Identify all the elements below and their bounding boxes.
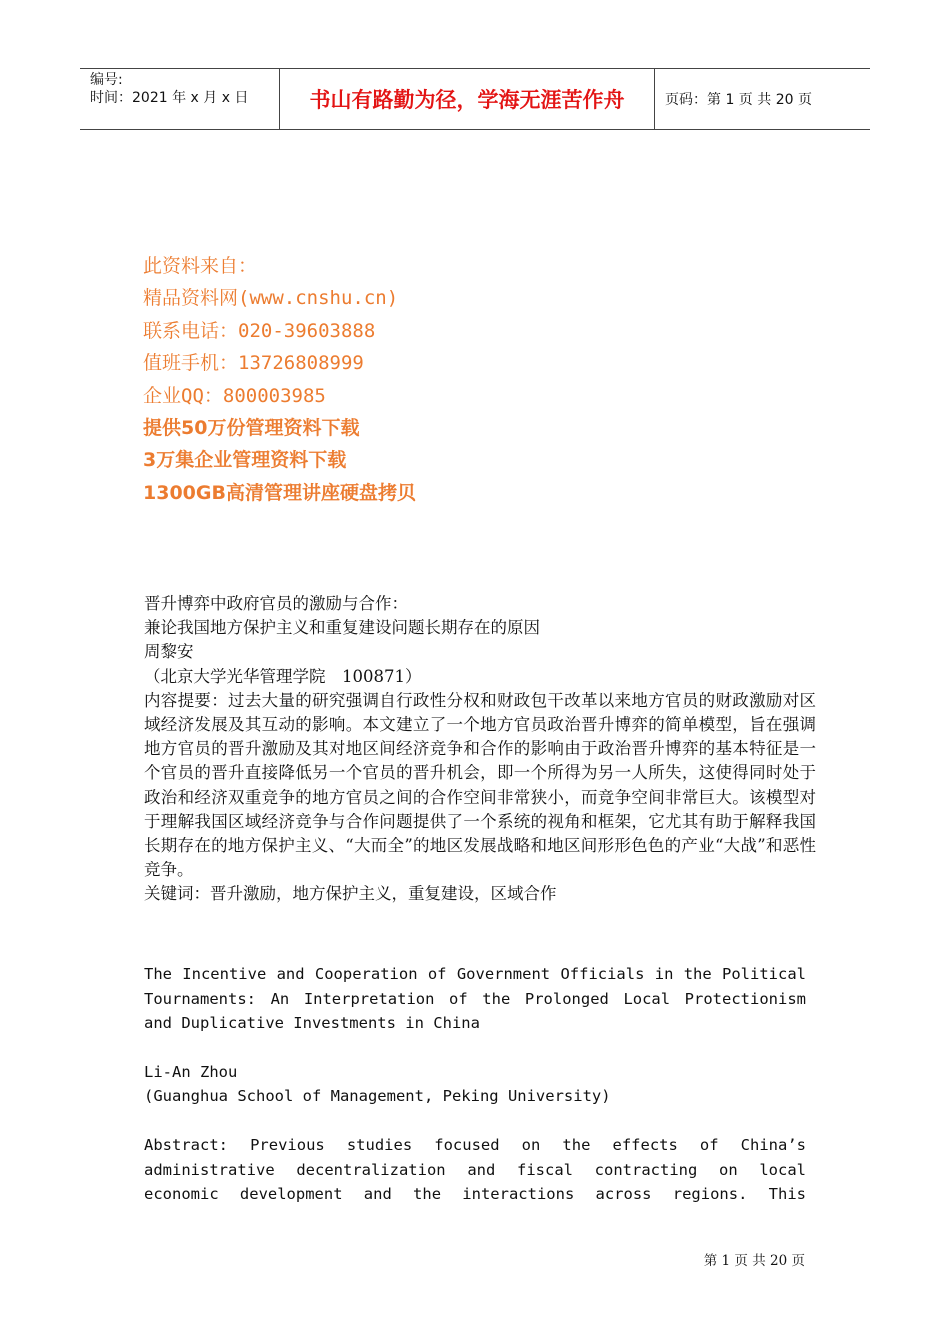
en-affiliation: (Guanghua School of Management, Peking University) <box>144 1087 611 1106</box>
cn-title-line1: 晋升博弈中政府官员的激励与合作： <box>144 594 408 613</box>
ad-line: 3万集企业管理资料下载 <box>143 449 347 472</box>
article-en <box>144 962 806 1207</box>
footer-page-label: 第 1 页 共 20 页 <box>703 1253 805 1269</box>
motto: 书山有路勤为径，学海无涯苦作舟 <box>280 69 655 129</box>
ad-block <box>143 250 416 509</box>
cn-title-line2: 兼论我国地方保护主义和重复建设问题长期存在的原因 <box>144 618 540 638</box>
cn-author: 周黎安 <box>144 642 194 662</box>
header-info-cell <box>80 69 280 129</box>
en-title: The Incentive and Cooperation of Government Officials in the Political Tournaments: An Interpretation of the Prolonged Local Protectionism and Duplicative Investments in China <box>144 965 806 1033</box>
en-abstract: Abstract: Previous studies focused on the effects of China’s administrative decentralization and fiscal contracting on local economic development and the interactions across regions. This <box>144 1135 806 1204</box>
ad-line: 联系电话：020-39603888 <box>143 319 376 342</box>
ad-line: 精品资料网(www.cnshu.cn) <box>143 287 399 310</box>
header-table <box>80 68 870 130</box>
ad-line: 值班手机：13726808999 <box>143 352 364 375</box>
time-label: 时间：2021 年 x 月 x 日 <box>90 90 249 106</box>
ad-line: 提供50万份管理资料下载 <box>143 417 360 440</box>
number-label: 编号: <box>90 72 123 88</box>
ad-line: 企业QQ：800003985 <box>143 384 326 407</box>
en-author: Li-An Zhou <box>144 1062 238 1081</box>
cn-abstract: 内容提要：过去大量的研究强调自行政性分权和财政包干改革以来地方官员的财政激励对区域经济发展及其互动的影响。本文建立了一个地方官员政治晋升博弈的简单模型，旨在强调地方官员的晋升激励及其对地区间经济竞争和合作的影响由于政治晋升博弈的基本特征是一个官员的晋升直接降低另一个官员的晋升机会，即一个所得为另一人所失，这使得同时处于政治和经济双重竞争的地方官员之间的合作空间非常狭小，而竞争空间非常巨大。该模型对于理解我国区域经济竞争与合作问题提供了一个系统的视角和框架，它尤其有助于解释我国长期存在的地方保护主义、“大而全”的地区发展战略和地区间形形色色的产业“大战”和恶性竞争。 <box>144 690 816 880</box>
cn-affiliation: （北京大学光华管理学院 100871） <box>144 666 422 686</box>
header-page-label: 页码：第 1 页 共 20 页 <box>665 92 812 108</box>
article-cn <box>144 592 816 907</box>
cn-keywords: 关键词：晋升激励，地方保护主义，重复建设，区域合作 <box>144 884 557 904</box>
ad-line: 此资料来自： <box>143 255 258 277</box>
ad-line: 1300GB高清管理讲座硬盘拷贝 <box>143 481 416 504</box>
